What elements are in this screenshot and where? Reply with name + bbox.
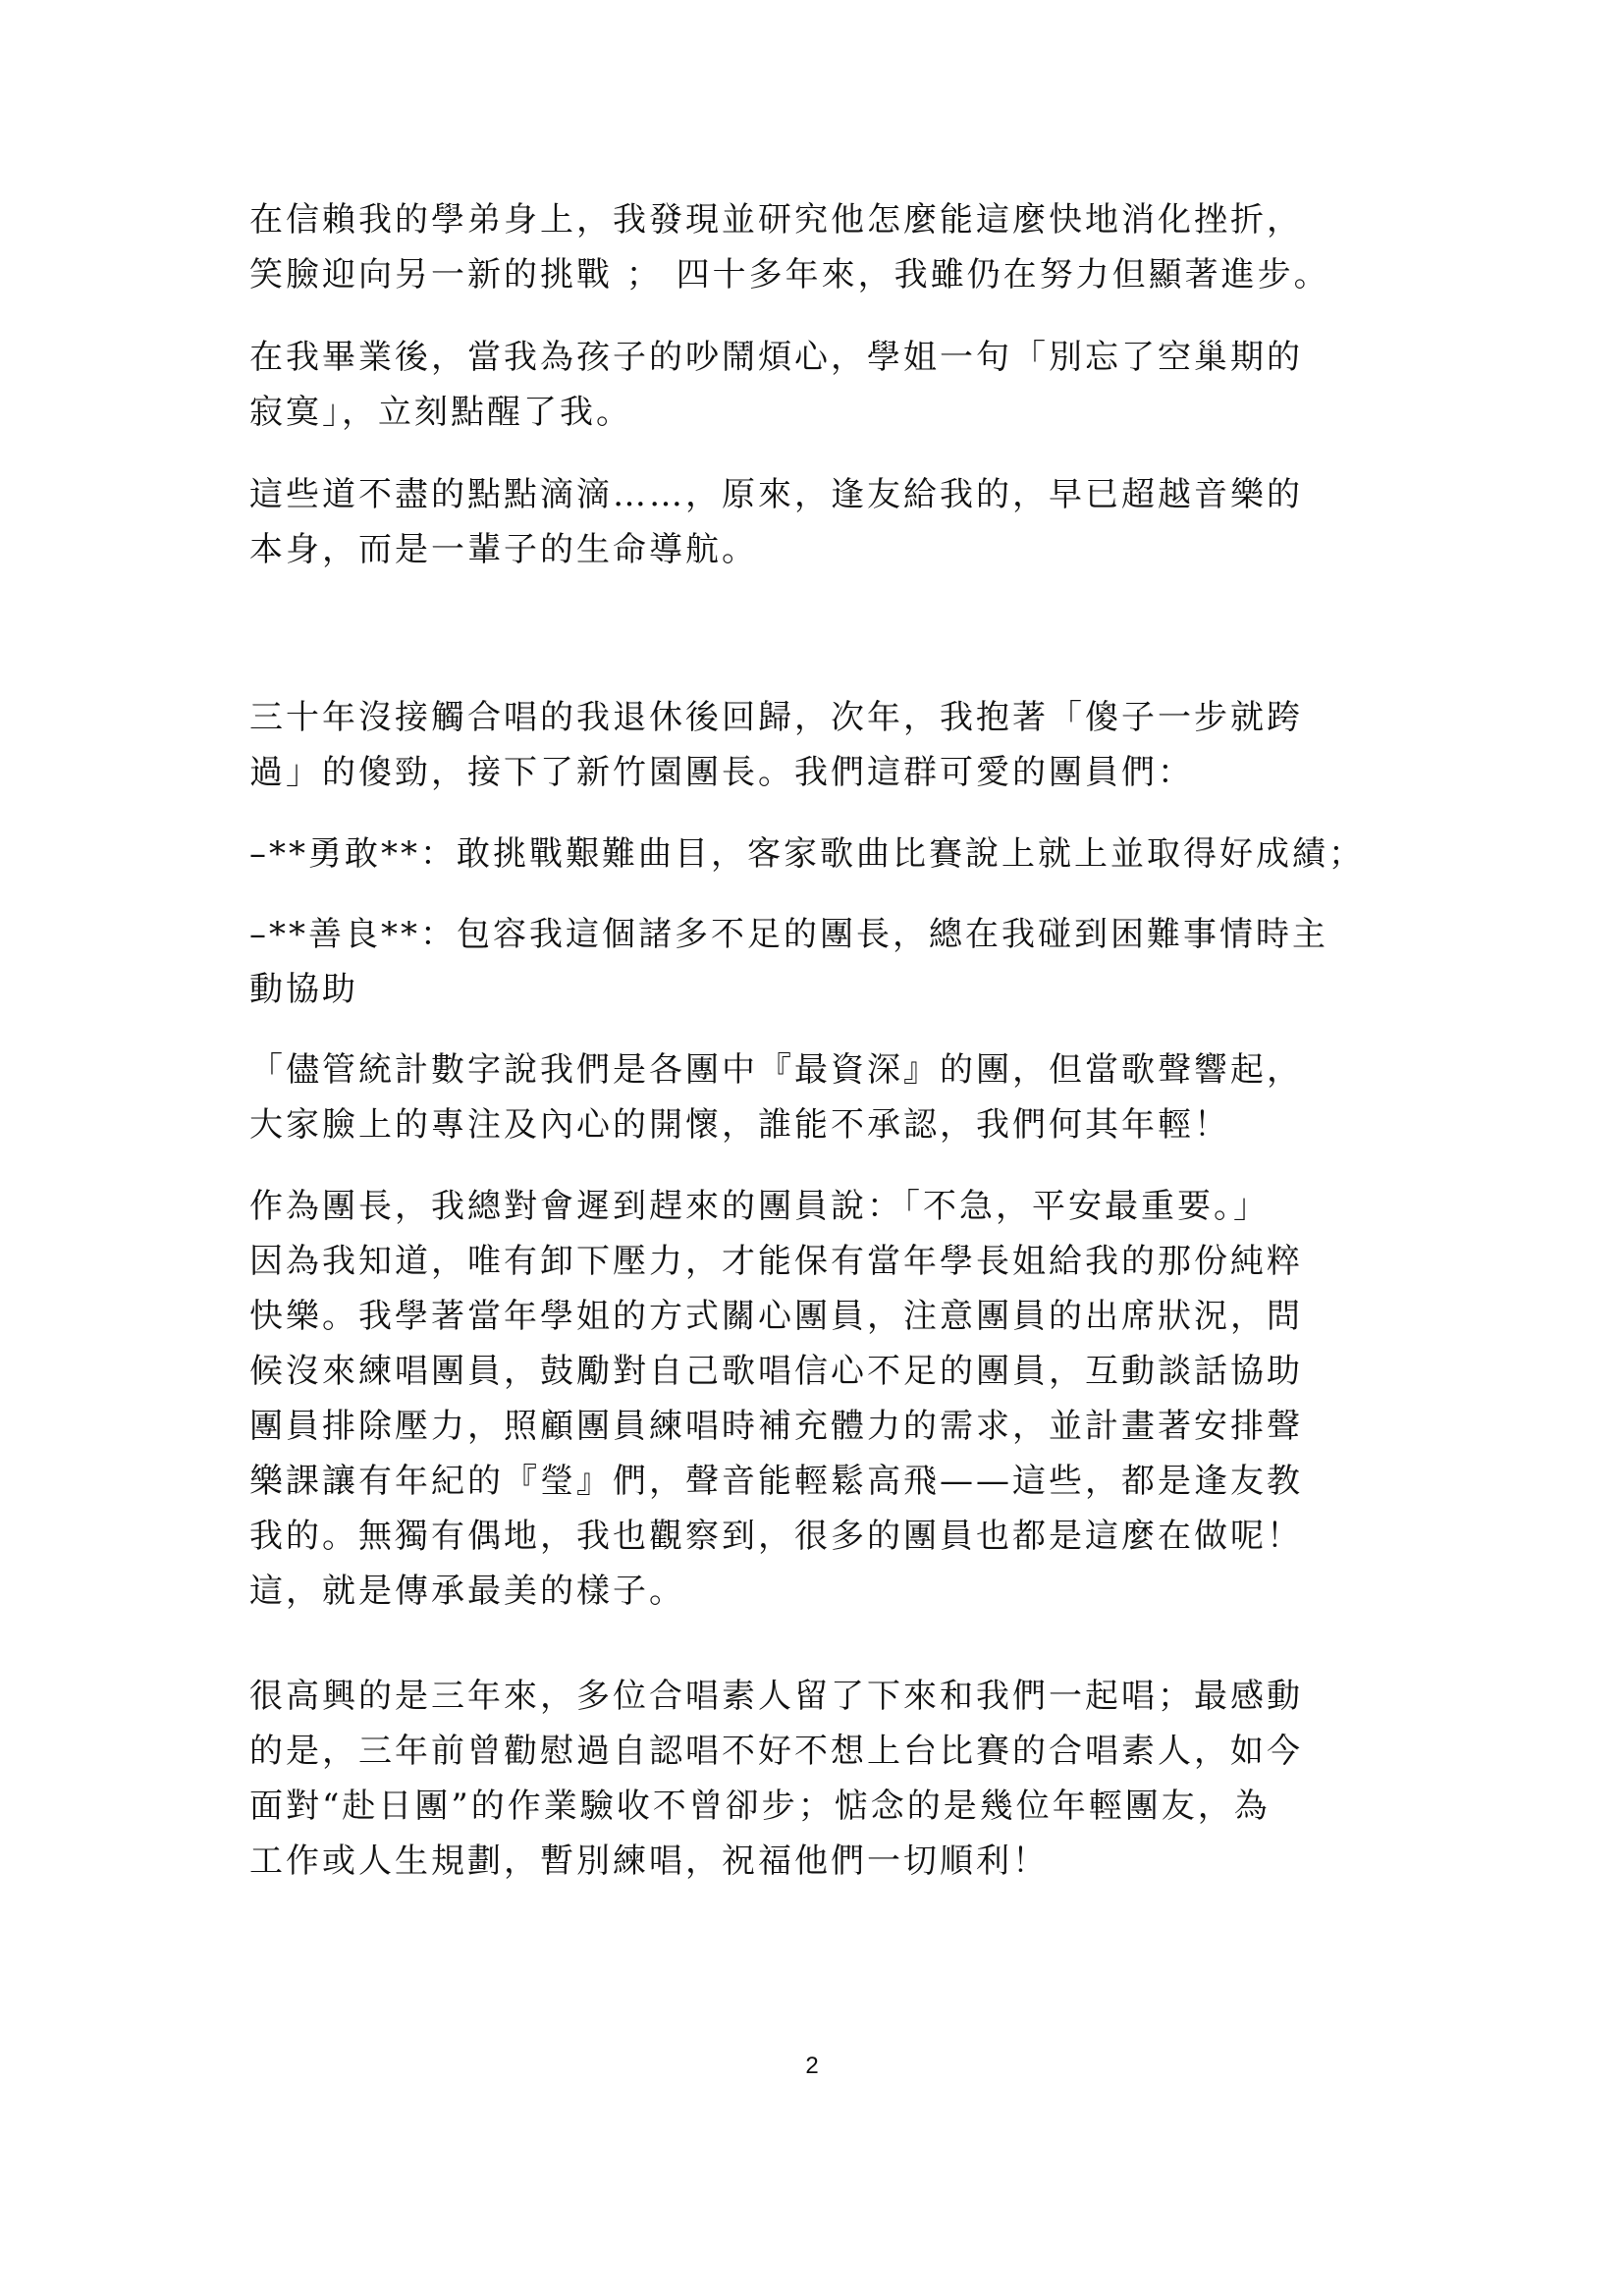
text-line: 面對“赴日團”的作業驗收不曾卻步；惦念的是幾位年輕團友，為	[249, 1787, 1271, 1826]
paragraph-2	[249, 330, 1428, 440]
text-line: 動協助	[249, 970, 358, 1009]
text-line: 在我畢業後，當我為孩子的吵鬧煩心，學姐一句「別忘了空巢期的	[249, 338, 1303, 377]
text-line: 大家臉上的專注及內心的開懷，誰能不承認，我們何其年輕！	[249, 1105, 1230, 1145]
text-line: –**勇敢**：敢挑戰艱難曲目，客家歌曲比賽說上就上並取得好成績；	[249, 834, 1365, 874]
paragraph-7	[249, 1042, 1428, 1152]
text-line: 寂寞」，立刻點醒了我。	[249, 393, 632, 432]
text-line: 樂課讓有年紀的『瑩』們，聲音能輕鬆高飛——這些，都是逢友教	[249, 1462, 1303, 1501]
text-line: 三十年沒接觸合唱的我退休後回歸，次年，我抱著「傻子一步就跨	[249, 698, 1303, 737]
text-line: 我的。無獨有偶地，我也觀察到，很多的團員也都是這麼在做呢！	[249, 1517, 1303, 1556]
text-line: 笑臉迎向另一新的挑戰 ； 四十多年來，我雖仍在努力但顯著進步。	[249, 255, 1330, 294]
text-line: 作為團長，我總對會遲到趕來的團員說：「不急，平安最重要。」	[249, 1187, 1270, 1226]
text-line: 本身，而是一輩子的生命導航。	[249, 530, 758, 569]
page-number: 2	[805, 2053, 819, 2079]
text-line: 團員排除壓力，照顧團員練唱時補充體力的需求，並計畫著安排聲	[249, 1407, 1303, 1446]
paragraph-6	[249, 907, 1428, 1017]
text-line: 的是，三年前曾勸慰過自認唱不好不想上台比賽的合唱素人，如今	[249, 1732, 1303, 1771]
text-line: 快樂。我學著當年學姐的方式關心團員，注意團員的出席狀況，問	[249, 1297, 1303, 1336]
text-line: 在信賴我的學弟身上，我發現並研究他怎麼能這麼快地消化挫折，	[249, 200, 1303, 240]
paragraph-4	[249, 690, 1428, 800]
text-line: 這，就是傳承最美的樣子。	[249, 1572, 685, 1611]
text-line: 因為我知道，唯有卸下壓力，才能保有當年學長姐給我的那份純粹	[249, 1242, 1303, 1281]
text-line: 這些道不盡的點點滴滴……，原來，逢友給我的，早已超越音樂的	[249, 475, 1303, 514]
text-line: 候沒來練唱團員，鼓勵對自己歌唱信心不足的團員，互動談話協助	[249, 1352, 1303, 1391]
paragraph-8	[249, 1179, 1428, 1619]
paragraph-5	[249, 827, 1428, 881]
text-line: 很高興的是三年來，多位合唱素人留了下來和我們一起唱；最感動	[249, 1677, 1303, 1716]
text-line: 過」的傻勁，接下了新竹園團長。我們這群可愛的團員們：	[249, 753, 1194, 792]
text-line: 工作或人生規劃，暫別練唱，祝福他們一切順利！	[249, 1842, 1049, 1881]
text-line: –**善良**：包容我這個諸多不足的團長，總在我碰到困難事情時主	[249, 915, 1328, 954]
paragraph-3	[249, 467, 1428, 577]
paragraph-1	[249, 192, 1428, 302]
paragraph-9	[249, 1669, 1428, 1889]
text-line: 「儘管統計數字說我們是各團中『最資深』的團，但當歌聲響起，	[249, 1050, 1303, 1090]
